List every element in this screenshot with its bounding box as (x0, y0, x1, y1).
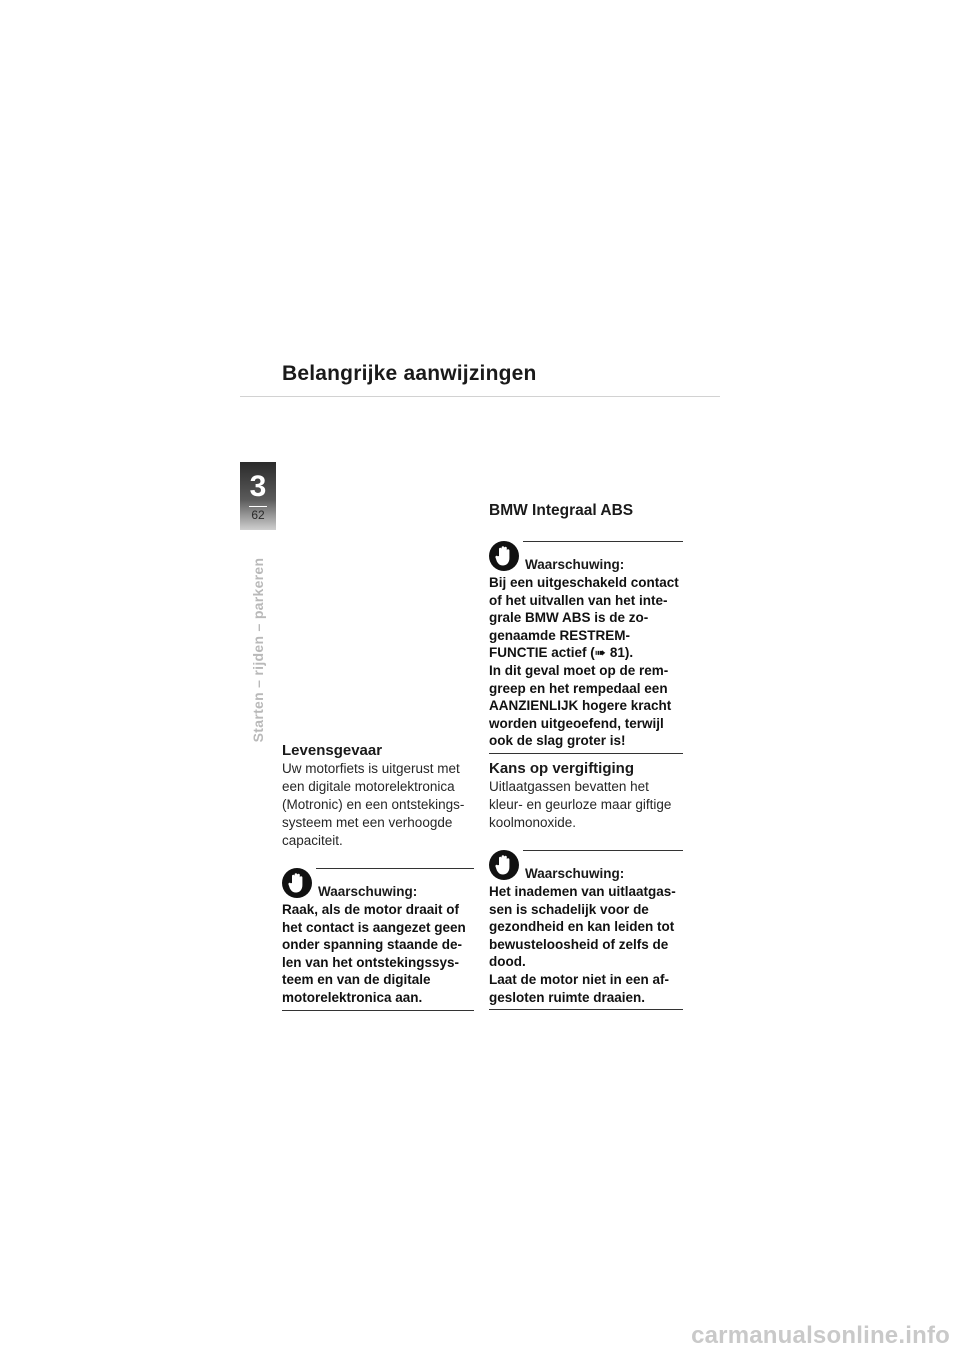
body-line: kleur- en geurloze maar giftige (489, 797, 672, 812)
warning-line: Laat de motor niet in een af- (489, 971, 670, 987)
chapter-divider (249, 506, 267, 507)
warning-line: Het inademen van uitlaatgas- (489, 884, 676, 899)
watermark: carmanualsonline.info (691, 1322, 950, 1349)
warning-line: Bij een uitgeschakeld contact (489, 575, 679, 590)
warning-header (489, 850, 689, 883)
hand-warning-icon (489, 541, 519, 571)
warning-line: teem en van de digitale (282, 972, 431, 988)
page-number: 62 (251, 508, 265, 522)
warning-top-rule (523, 541, 683, 542)
warning-top-rule (316, 868, 474, 869)
heading-kans-op-vergiftiging: Kans op vergiftiging (489, 760, 635, 777)
warning-line: FUNCTIE actief (➠ 81). (489, 645, 634, 661)
warning-line: greep en het rempedaal een (489, 680, 668, 696)
warning-line: of het uitvallen van het inte- (489, 592, 668, 608)
warning-line: genaamde RESTREM- (489, 627, 631, 643)
body-line: koolmonoxide. (489, 815, 577, 830)
chapter-tab (240, 462, 276, 530)
warning-abs (489, 541, 689, 754)
body-line: systeem met een verhoogde (282, 815, 453, 830)
hand-warning-icon (282, 868, 312, 898)
chapter-number: 3 (249, 470, 267, 503)
hand-warning-icon (489, 850, 519, 880)
page-title: Belangrijke aanwijzingen (282, 362, 537, 385)
section-side-label: Starten – rijden – parkeren (250, 557, 266, 743)
warning-line: grale BMW ABS is de zo- (489, 610, 649, 626)
warning-line: motorelektronica aan. (282, 989, 423, 1005)
warning-label: Waarschuwing: (525, 866, 625, 881)
warning-line: In dit geval moet op de rem- (489, 662, 669, 678)
warning-label: Waarschuwing: (525, 557, 625, 572)
warning-label: Waarschuwing: (318, 884, 418, 899)
warning-line: het contact is aangezet geen (282, 919, 466, 935)
heading-bmw-integraal-abs: BMW Integraal ABS (489, 502, 634, 519)
warning-line: onder spanning staande de- (282, 937, 463, 953)
body-line: (Motronic) en een ontstekings- (282, 797, 465, 812)
levensgevaar-body (282, 760, 464, 850)
warning-bottom-rule (489, 1009, 683, 1010)
warning-ignition (282, 868, 480, 1011)
warning-line: dood. (489, 954, 526, 970)
warning-body (282, 901, 480, 1007)
body-line: Uitlaatgassen bevatten het (489, 779, 649, 794)
warning-body (489, 574, 689, 750)
warning-line: bewusteloosheid of zelfs de (489, 936, 669, 952)
vergiftiging-body (489, 778, 671, 832)
warning-top-rule (523, 850, 683, 851)
body-line: Uw motorfiets is uitgerust met (282, 761, 460, 776)
heading-levensgevaar: Levensgevaar (282, 742, 383, 759)
warning-line: gezondheid en kan leiden tot (489, 919, 675, 935)
warning-bottom-rule (282, 1010, 474, 1011)
warning-line: sen is schadelijk voor de (489, 901, 649, 917)
body-line: capaciteit. (282, 833, 343, 848)
warning-header (489, 541, 689, 574)
warning-line: len van het ontstekingssys- (282, 954, 460, 970)
warning-header (282, 868, 480, 901)
warning-exhaust (489, 850, 689, 1010)
warning-line: gesloten ruimte draaien. (489, 989, 646, 1005)
title-divider (240, 396, 720, 397)
warning-line: worden uitgeoefend, terwijl (489, 715, 664, 731)
warning-line: AANZIENLIJK hogere kracht (489, 698, 672, 714)
warning-line: ook de slag groter is! (489, 733, 626, 749)
warning-bottom-rule (489, 753, 683, 754)
warning-line: Raak, als de motor draait of (282, 902, 460, 917)
warning-body (489, 883, 689, 1006)
body-line: een digitale motorelektronica (282, 779, 455, 794)
